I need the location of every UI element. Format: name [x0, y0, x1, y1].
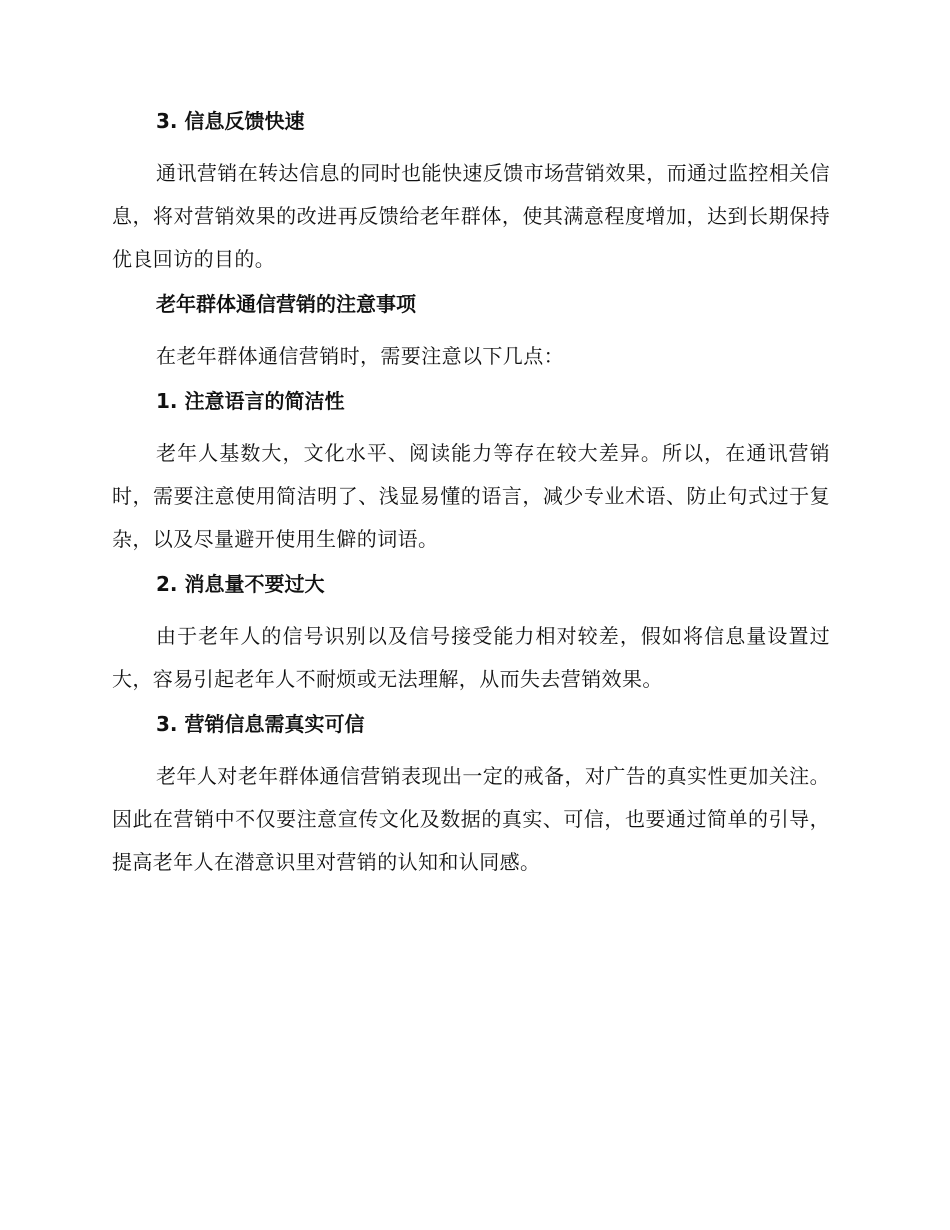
- paragraph-message-volume: 由于老年人的信号识别以及信号接受能力相对较差，假如将信息量设置过大，容易引起老年人不耐烦或无法理解，从而失去营销效果。: [112, 624, 830, 691]
- section-heading-credibility: 3. 营销信息需真实可信: [156, 712, 365, 736]
- section-heading-message-volume: 2. 消息量不要过大: [156, 572, 325, 596]
- paragraph-feedback: 通讯营销在转达信息的同时也能快速反馈市场营销效果，而通过监控相关信息，将对营销效果的改进再反馈给老年群体，使其满意程度增加，达到长期保持优良回访的目的。: [112, 161, 830, 271]
- paragraph-credibility: 老年人对老年群体通信营销表现出一定的戒备，对广告的真实性更加关注。因此在营销中不仅要注意宣传文化及数据的真实、可信，也要通过简单的引导，提高老年人在潜意识里对营销的认知和认同感。: [112, 764, 830, 874]
- section-heading-precautions: 老年群体通信营销的注意事项: [156, 292, 416, 316]
- section-heading-feedback: 3. 信息反馈快速: [156, 109, 305, 133]
- document-body: [112, 106, 830, 892]
- paragraph-precautions-intro: 在老年群体通信营销时，需要注意以下几点：: [156, 344, 564, 368]
- section-heading-language: 1. 注意语言的简洁性: [156, 389, 345, 413]
- paragraph-language: 老年人基数大，文化水平、阅读能力等存在较大差异。所以，在通讯营销时，需要注意使用简洁明了、浅显易懂的语言，减少专业术语、防止句式过于复杂，以及尽量避开使用生僻的词语。: [112, 441, 830, 551]
